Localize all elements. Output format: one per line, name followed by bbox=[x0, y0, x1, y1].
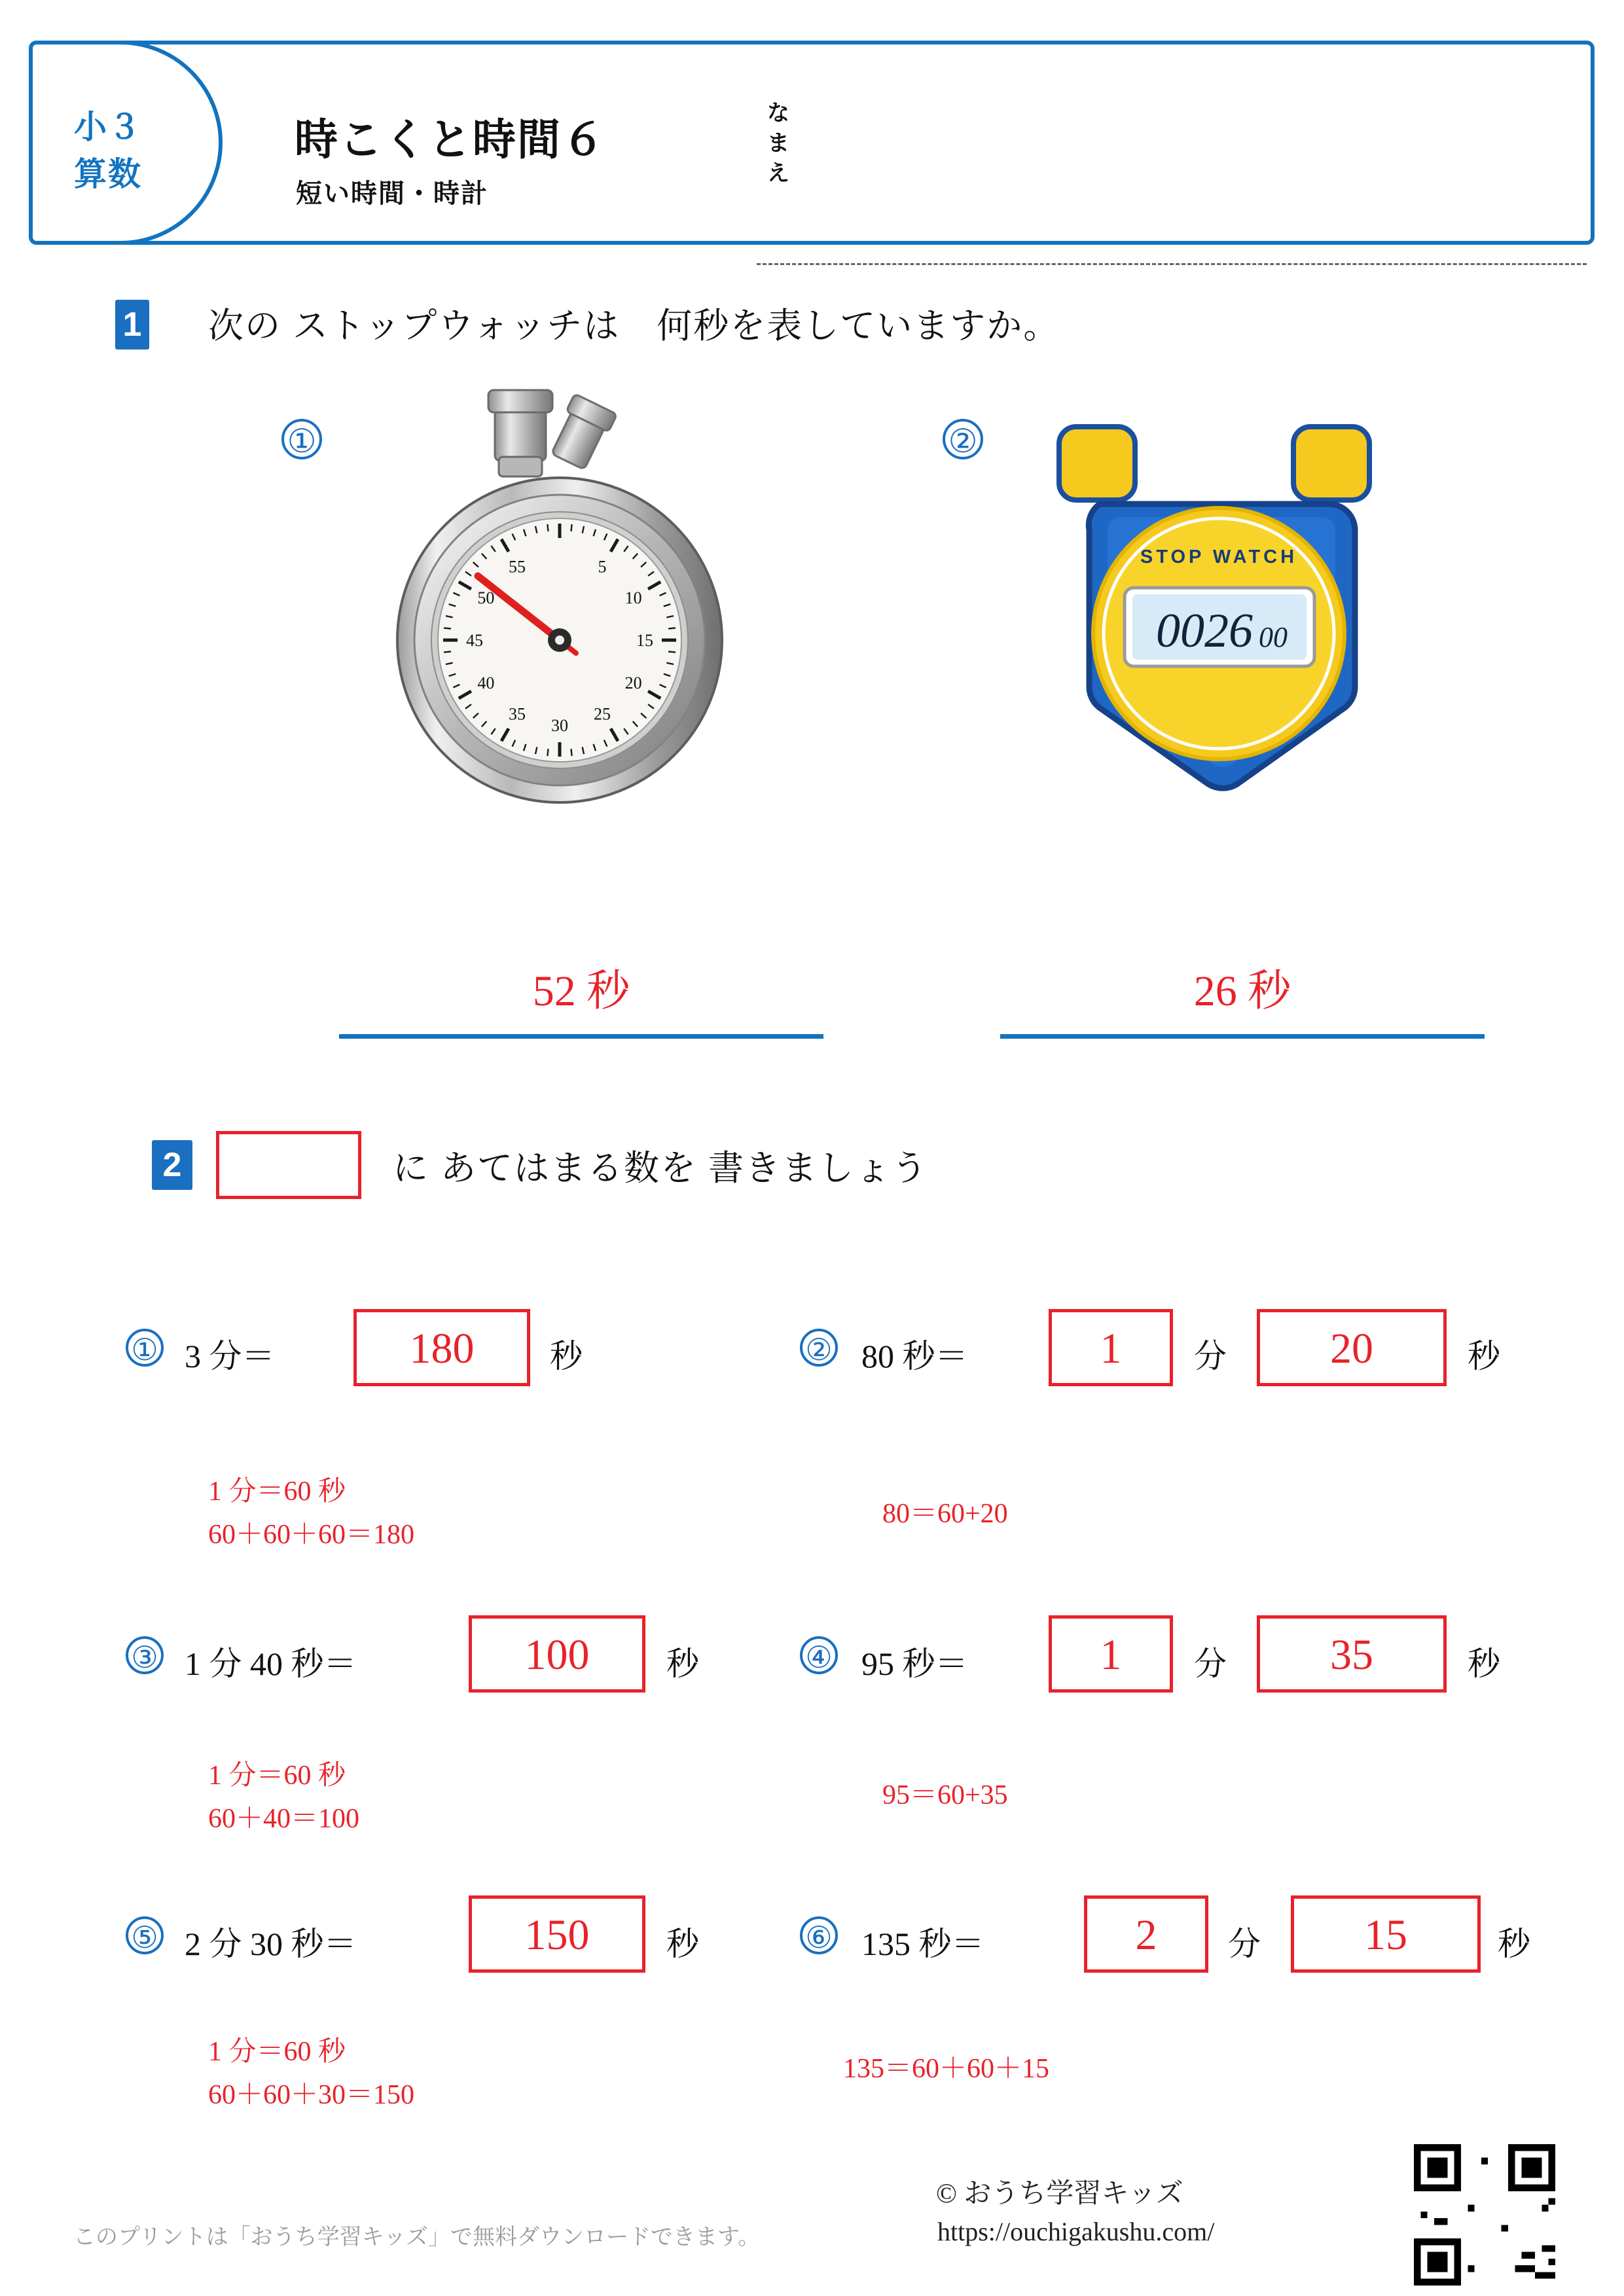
hint-1-line-1: 1 分＝60 秒 bbox=[208, 1477, 346, 1507]
answer-box-2-a[interactable]: 1 bbox=[1049, 1309, 1173, 1386]
dial-number: 10 bbox=[624, 588, 642, 607]
hint-3-line-1: 1 分＝60 秒 bbox=[208, 1761, 346, 1791]
footer-url: https://ouchigakushu.com/ bbox=[937, 2217, 1215, 2246]
problem-unit-6: 秒 bbox=[1498, 1926, 1530, 1962]
answer-box-6-a[interactable]: 2 bbox=[1084, 1895, 1208, 1973]
problem-label-3: ③ bbox=[126, 1636, 164, 1674]
answer-box-5-a[interactable]: 150 bbox=[469, 1895, 645, 1973]
item-label-2: ② bbox=[943, 419, 983, 459]
dial-number: 30 bbox=[551, 716, 568, 735]
question-2-number: 2 bbox=[152, 1140, 192, 1190]
hint-3-line-2: 60＋40＝100 bbox=[208, 1804, 360, 1834]
svg-text:00: 00 bbox=[1259, 621, 1288, 653]
question-1-text: 次の ストップウォッチは 何秒を表していますか。 bbox=[208, 306, 1060, 346]
answer-box-1-a[interactable]: 180 bbox=[353, 1309, 530, 1386]
svg-text:0026: 0026 bbox=[1156, 604, 1253, 658]
problem-prompt-4: 95 秒＝ bbox=[861, 1645, 968, 1682]
name-write-line[interactable] bbox=[757, 263, 1587, 265]
hint-6-line-1: 135＝60＋60＋15 bbox=[843, 2054, 1050, 2084]
problem-unit-mid-6: 分 bbox=[1228, 1926, 1261, 1962]
dial-number: 55 bbox=[509, 557, 526, 577]
grade-tab bbox=[29, 41, 223, 245]
answer-box-2-b[interactable]: 20 bbox=[1257, 1309, 1447, 1386]
grade-line-1: 小３ bbox=[74, 109, 142, 145]
dial-number: 20 bbox=[624, 673, 642, 692]
question-1-number: 1 bbox=[115, 300, 149, 350]
problem-unit-3: 秒 bbox=[666, 1645, 699, 1682]
problem-prompt-6: 135 秒＝ bbox=[861, 1926, 984, 1962]
answer-2: 26 秒 bbox=[1193, 967, 1291, 1015]
problem-label-5: ⑤ bbox=[126, 1916, 164, 1954]
problem-unit-1: 秒 bbox=[550, 1338, 583, 1374]
answer-box-6-b[interactable]: 15 bbox=[1291, 1895, 1481, 1973]
dial-number: 45 bbox=[466, 631, 483, 650]
dial-number: 50 bbox=[477, 588, 495, 607]
footer-note: このプリントは「おうち学習キッズ」で無料ダウンロードできます。 bbox=[73, 2225, 761, 2250]
name-label bbox=[767, 98, 789, 188]
problem-label-4: ④ bbox=[800, 1636, 838, 1674]
problem-unit-2: 秒 bbox=[1468, 1338, 1500, 1374]
problem-prompt-3: 1 分 40 秒＝ bbox=[185, 1645, 357, 1682]
footer-copyright: © おうち学習キッズ bbox=[936, 2179, 1183, 2209]
grade-line-2: 算数 bbox=[74, 156, 142, 192]
answer-line-1[interactable] bbox=[339, 1034, 823, 1039]
problem-unit-mid-4: 分 bbox=[1194, 1645, 1227, 1682]
answer-box-4-b[interactable]: 35 bbox=[1257, 1615, 1447, 1693]
problem-unit-4: 秒 bbox=[1468, 1645, 1500, 1682]
answer-box-4-a[interactable]: 1 bbox=[1049, 1615, 1173, 1693]
name-label-char-3: え bbox=[767, 161, 789, 186]
stopwatch-brand-text: STOP WATCH bbox=[1140, 547, 1298, 567]
problem-label-6: ⑥ bbox=[800, 1916, 838, 1954]
dial-number: 15 bbox=[636, 631, 653, 650]
hint-5-line-2: 60＋60＋30＝150 bbox=[208, 2080, 415, 2110]
question-2-sample-box[interactable] bbox=[216, 1131, 361, 1199]
hint-1-line-2: 60＋60＋60＝180 bbox=[208, 1520, 415, 1550]
problem-prompt-2: 80 秒＝ bbox=[861, 1338, 968, 1374]
page-subtitle: 短い時間・時計 bbox=[296, 179, 488, 208]
problem-prompt-5: 2 分 30 秒＝ bbox=[185, 1926, 357, 1962]
dial-number: 35 bbox=[509, 704, 526, 724]
item-label-1: ① bbox=[281, 419, 322, 459]
answer-1: 52 秒 bbox=[532, 967, 630, 1015]
worksheet-header bbox=[29, 41, 1595, 245]
analog-stopwatch-icon bbox=[373, 380, 746, 805]
answer-line-2[interactable] bbox=[1000, 1034, 1485, 1039]
problem-prompt-1: 3 分＝ bbox=[185, 1338, 275, 1374]
problem-label-1: ① bbox=[126, 1329, 164, 1367]
name-label-char-1: な bbox=[767, 101, 789, 126]
dial-number: 5 bbox=[598, 557, 607, 577]
answer-box-3-a[interactable]: 100 bbox=[469, 1615, 645, 1693]
problem-unit-mid-2: 分 bbox=[1194, 1338, 1227, 1374]
question-2-text: に あてはまる数を 書きましょう bbox=[393, 1149, 929, 1188]
dial-number: 25 bbox=[594, 704, 611, 724]
name-label-char-2: ま bbox=[767, 131, 789, 156]
page-title: 時こくと時間６ bbox=[295, 115, 606, 164]
hint-4-line-1: 95＝60+35 bbox=[882, 1780, 1008, 1810]
hint-5-line-1: 1 分＝60 秒 bbox=[208, 2037, 346, 2067]
dial-number: 40 bbox=[477, 673, 495, 692]
digital-stopwatch-icon bbox=[1041, 406, 1388, 805]
qr-code bbox=[1414, 2144, 1555, 2286]
problem-unit-5: 秒 bbox=[666, 1926, 699, 1962]
hint-2-line-1: 80＝60+20 bbox=[882, 1499, 1008, 1529]
problem-label-2: ② bbox=[800, 1329, 838, 1367]
